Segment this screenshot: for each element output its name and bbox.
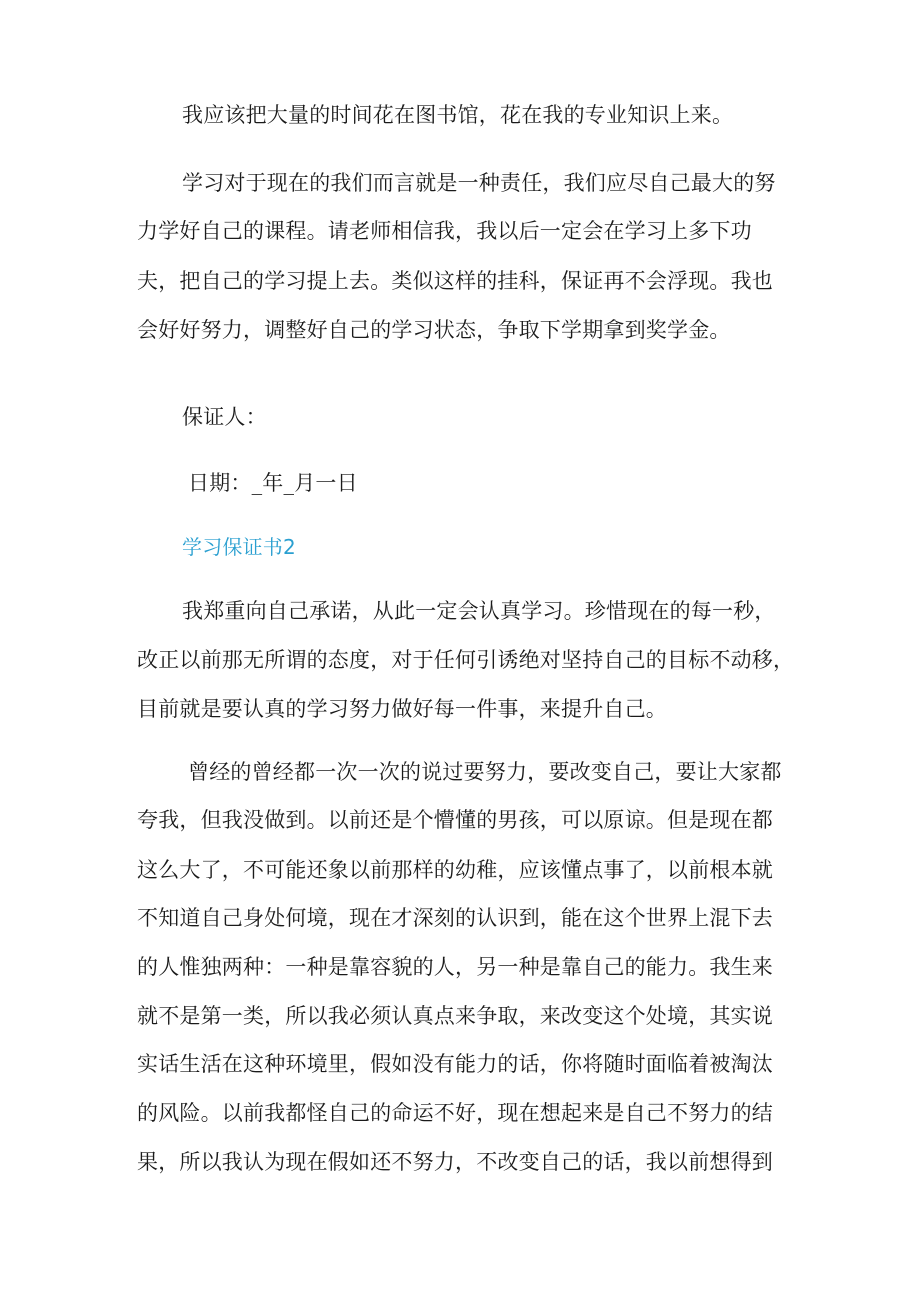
paragraph-4-line-3: 这么大了，不可能还象以前那样的幼稚，应该懂点事了，以前根本就 [137,858,773,882]
paragraph-2-line-4: 会好好努力，调整好自己的学习状态，争取下学期拿到奖学金。 [137,318,731,342]
paragraph-4-line-9: 果，所以我认为现在假如还不努力，不改变自己的话，我以前想得到 [137,1150,773,1174]
paragraph-1-line-1: 我应该把大量的时间花在图书馆，花在我的专业知识上来。 [182,103,734,127]
guarantor-label: 保证人： [182,405,267,429]
paragraph-4-line-5: 的人惟独两种：一种是靠容貌的人，另一种是靠自己的能力。我生来 [137,955,773,979]
paragraph-2-line-1: 学习对于现在的我们而言就是一种责任，我们应尽自己最大的努 [182,171,776,195]
paragraph-4-line-6: 就不是第一类，所以我必须认真点来争取，来改变这个处境，其实说 [137,1004,773,1028]
date-label: 日期：_年_月一日 [188,471,358,495]
section-heading: 学习保证书2 [182,535,296,559]
paragraph-4-line-7: 实话生活在这种环境里，假如没有能力的话，你将随时面临着被淘汰 [137,1052,773,1076]
paragraph-4-line-1: 曾经的曾经都一次一次的说过要努力，要改变自己，要让大家都 [188,760,782,784]
paragraph-2-line-3: 夫，把自己的学习提上去。类似这样的挂科，保证再不会浮现。我也 [137,269,773,293]
paragraph-3-line-1: 我郑重向自己承诺，从此一定会认真学习。珍惜现在的每一秒， [182,599,776,623]
paragraph-3-line-3: 目前就是要认真的学习努力做好每一件事，来提升自己。 [137,697,667,721]
paragraph-4-line-8: 的风险。以前我都怪自己的命运不好，现在想起来是自己不努力的结 [137,1101,773,1125]
paragraph-4-line-2: 夸我，但我没做到。以前还是个懵懂的男孩，可以原谅。但是现在都 [137,808,773,832]
paragraph-4-line-4: 不知道自己身处何境，现在才深刻的认识到，能在这个世界上混下去 [137,906,773,930]
paragraph-2-line-2: 力学好自己的课程。请老师相信我，我以后一定会在学习上多下功 [137,219,752,243]
paragraph-3-line-2: 改正以前那无所谓的态度，对于任何引诱绝对坚持自己的目标不动移， [137,648,795,672]
